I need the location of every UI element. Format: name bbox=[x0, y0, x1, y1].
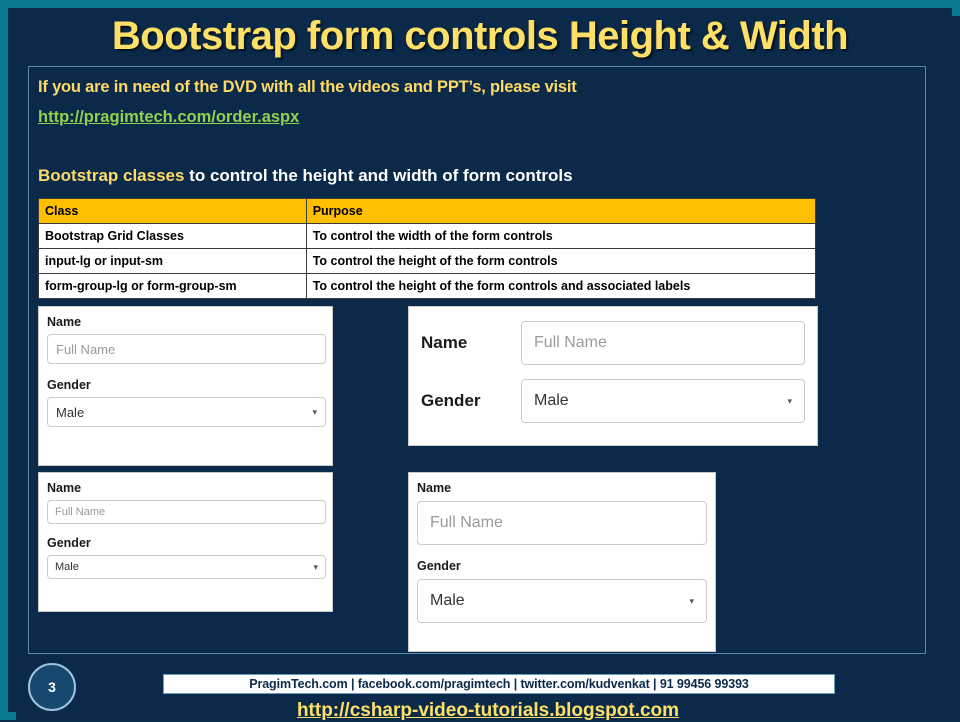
table-cell-class: input-lg or input-sm bbox=[39, 249, 307, 274]
bootstrap-classes-table bbox=[38, 198, 816, 299]
blog-link[interactable]: http://csharp-video-tutorials.blogspot.com bbox=[296, 700, 680, 721]
table-header-purpose: Purpose bbox=[306, 199, 815, 224]
table-header-class: Class bbox=[39, 199, 307, 224]
dvd-notice-text: If you are in need of the DVD with all the videos and PPT’s, please visit bbox=[38, 78, 577, 96]
subheading-highlight: Bootstrap classes bbox=[38, 166, 185, 185]
table-header-row bbox=[39, 199, 816, 224]
gender-row bbox=[421, 379, 805, 423]
name-input[interactable]: Full Name bbox=[521, 321, 805, 365]
table-cell-purpose: To control the height of the form controls bbox=[306, 249, 815, 274]
name-label: Name bbox=[421, 333, 468, 352]
form-card-small bbox=[38, 472, 333, 612]
name-input[interactable]: Full Name bbox=[47, 334, 326, 364]
subheading bbox=[38, 166, 573, 186]
gender-select-value: Male bbox=[534, 392, 569, 409]
form-card-large-stacked bbox=[408, 472, 716, 652]
table-cell-class: form-group-lg or form-group-sm bbox=[39, 274, 307, 299]
gender-label: Gender bbox=[421, 391, 481, 410]
chevron-down-icon: ▾ bbox=[313, 561, 318, 572]
name-label: Name bbox=[47, 315, 82, 329]
gender-select[interactable] bbox=[521, 379, 805, 423]
table-row bbox=[39, 249, 816, 274]
table-row bbox=[39, 224, 816, 249]
gender-label: Gender bbox=[47, 536, 91, 550]
gender-select-value: Male bbox=[55, 561, 79, 573]
footer-credits: PragimTech.com | facebook.com/pragimtech | twitter.com/kudvenkat | 91 99456 99393 bbox=[163, 674, 835, 694]
subheading-rest: to control the height and width of form controls bbox=[184, 166, 573, 185]
gender-label: Gender bbox=[417, 559, 461, 573]
gender-select-value: Male bbox=[56, 404, 85, 420]
table-row bbox=[39, 274, 816, 299]
table-cell-purpose: To control the width of the form controls bbox=[306, 224, 815, 249]
slide-number-badge: 3 bbox=[28, 663, 76, 711]
name-row bbox=[421, 321, 805, 365]
gender-select-value: Male bbox=[430, 592, 465, 609]
gender-select[interactable] bbox=[47, 555, 326, 579]
table-cell-purpose: To control the height of the form controls and associated labels bbox=[306, 274, 815, 299]
name-label: Name bbox=[47, 481, 82, 495]
name-input[interactable]: Full Name bbox=[47, 500, 326, 524]
form-card-large-inline bbox=[408, 306, 818, 446]
name-label: Name bbox=[417, 481, 452, 495]
table-cell-class: Bootstrap Grid Classes bbox=[39, 224, 307, 249]
page-title: Bootstrap form controls Height & Width bbox=[111, 14, 849, 58]
gender-select[interactable] bbox=[47, 397, 326, 427]
chevron-down-icon: ▾ bbox=[312, 406, 317, 417]
order-link[interactable]: http://pragimtech.com/order.aspx bbox=[38, 108, 300, 126]
chevron-down-icon: ▾ bbox=[689, 595, 694, 606]
chevron-down-icon: ▾ bbox=[787, 395, 792, 406]
form-card-default bbox=[38, 306, 333, 466]
gender-select[interactable] bbox=[417, 579, 707, 623]
gender-label: Gender bbox=[47, 378, 91, 392]
name-input[interactable]: Full Name bbox=[417, 501, 707, 545]
